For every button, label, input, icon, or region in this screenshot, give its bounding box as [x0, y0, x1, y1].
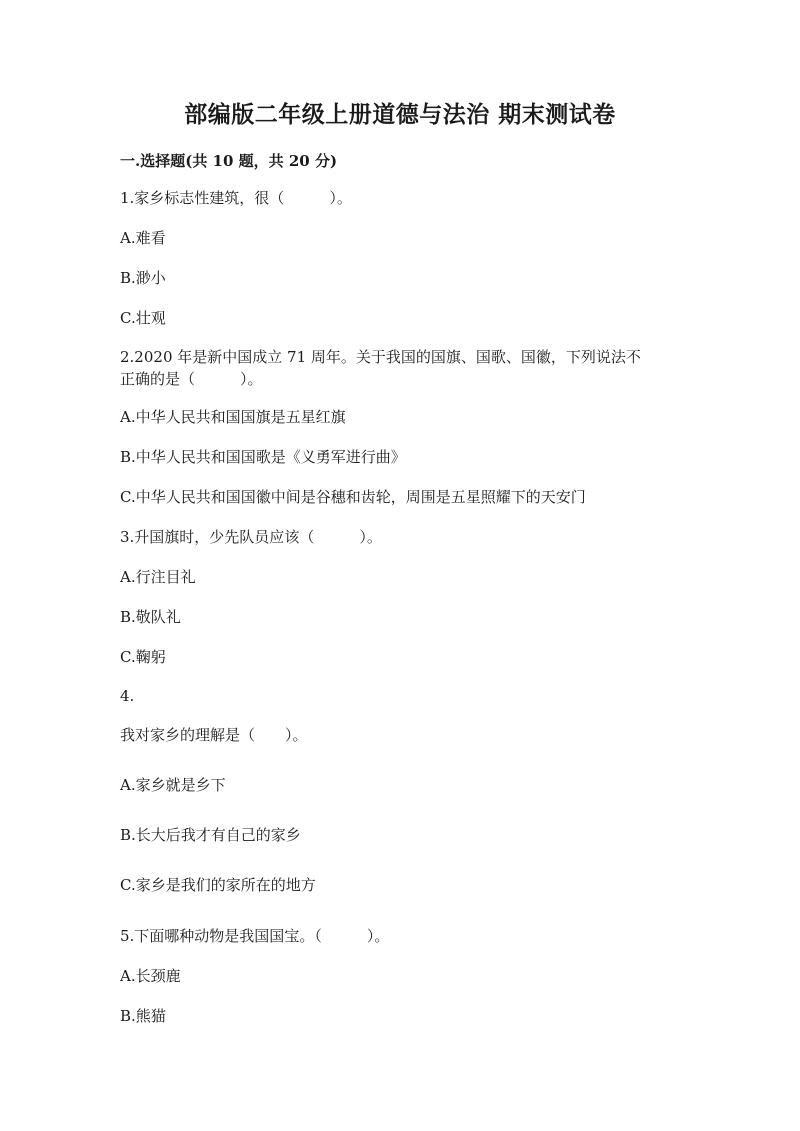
question-5-stem: 5.下面哪种动物是我国国宝。（ ）。	[120, 927, 390, 945]
question-2-stem-line-1: 2.2020 年是新中国成立 71 周年。关于我国的国旗、国歌、国徽，下列说法不	[120, 348, 641, 366]
question-1-option-b[interactable]: B.渺小	[120, 269, 166, 287]
question-4-number: 4.	[120, 687, 135, 705]
question-3-stem: 3.升国旗时，少先队员应该（ ）。	[120, 528, 382, 546]
question-2-option-c[interactable]: C.中华人民共和国国徽中间是谷穗和齿轮，周围是五星照耀下的天安门	[120, 488, 586, 506]
question-1-stem: 1.家乡标志性建筑，很（ ）。	[120, 189, 352, 207]
question-3-option-b[interactable]: B.敬队礼	[120, 608, 181, 626]
question-1-option-a[interactable]: A.难看	[120, 229, 166, 247]
question-5-option-b[interactable]: B.熊猫	[120, 1007, 166, 1025]
question-4-option-b[interactable]: B.长大后我才有自己的家乡	[120, 826, 301, 844]
question-4-option-c[interactable]: C.家乡是我们的家所在的地方	[120, 876, 316, 894]
section-heading: 一.选择题(共 10 题，共 20 分)	[120, 152, 338, 170]
exam-title: 部编版二年级上册道德与法治 期末测试卷	[184, 101, 616, 128]
question-3-option-c[interactable]: C.鞠躬	[120, 648, 166, 666]
question-4-stem: 我对家乡的理解是（ ）。	[120, 726, 308, 744]
question-2-option-b[interactable]: B.中华人民共和国国歌是《义勇军进行曲》	[120, 448, 406, 466]
question-2-stem-line-2: 正确的是（ ）。	[120, 370, 263, 388]
question-5-option-a[interactable]: A.长颈鹿	[120, 967, 181, 985]
question-3-option-a[interactable]: A.行注目礼	[120, 568, 196, 586]
question-2-option-a[interactable]: A.中华人民共和国国旗是五星红旗	[120, 408, 346, 426]
question-1-option-c[interactable]: C.壮观	[120, 309, 166, 327]
question-4-option-a[interactable]: A.家乡就是乡下	[120, 776, 226, 794]
